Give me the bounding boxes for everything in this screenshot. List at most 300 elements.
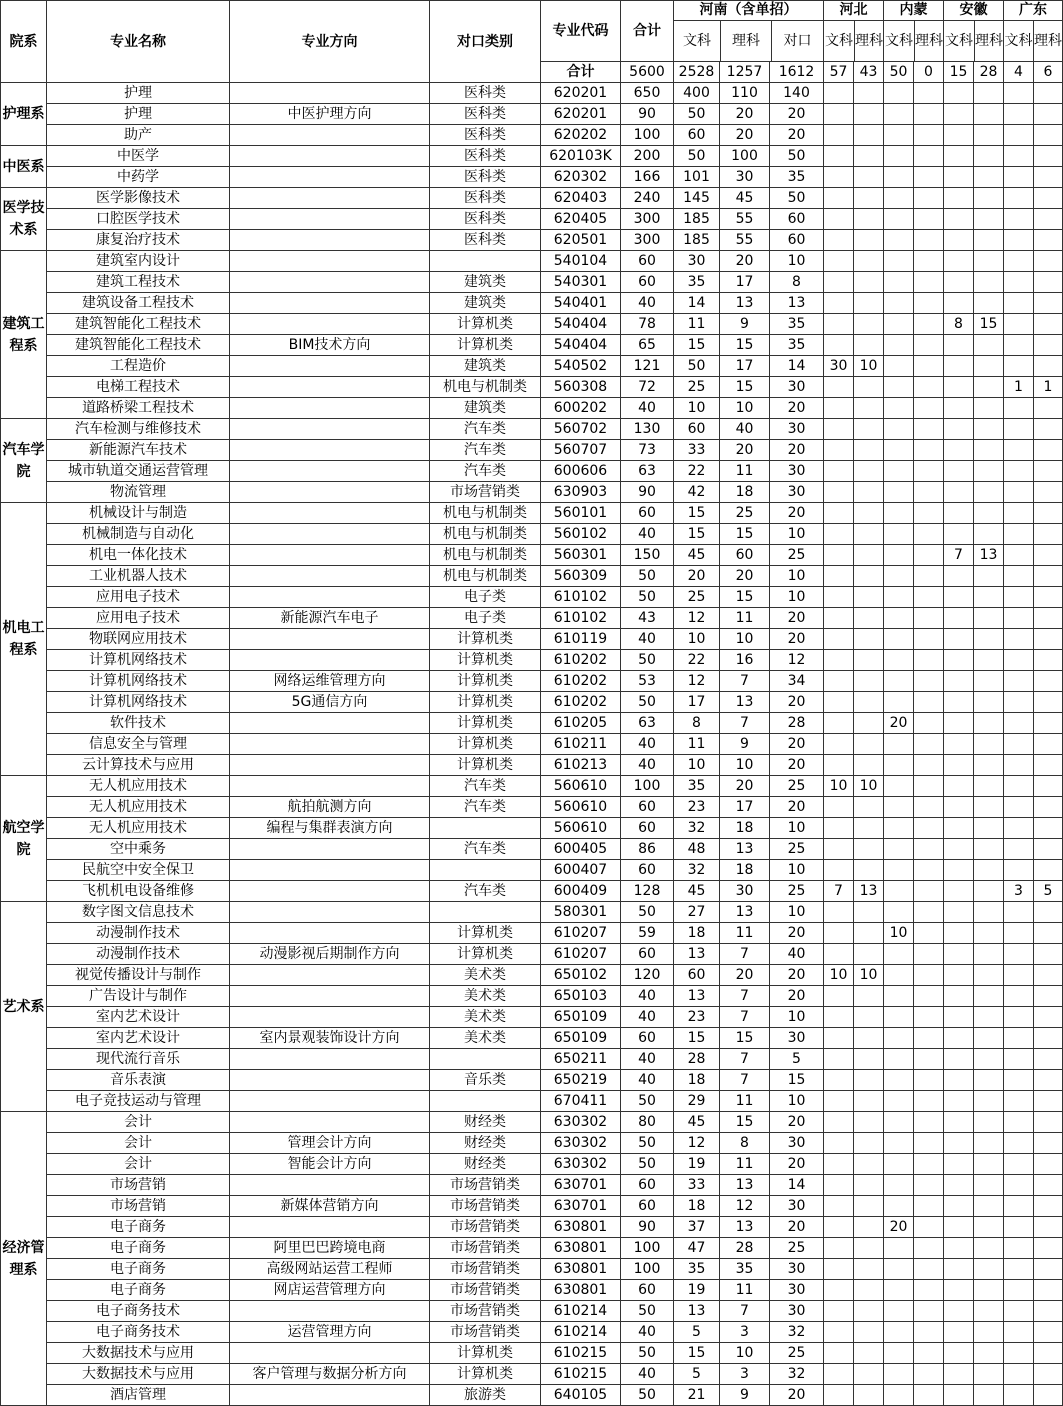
- value-cell: [854, 146, 884, 167]
- value-cell: 11: [674, 734, 720, 755]
- direction-cell: [230, 188, 430, 209]
- value-cell: 1: [1004, 377, 1034, 398]
- value-cell: 47: [674, 1238, 720, 1259]
- major-cell: 现代流行音乐: [47, 1049, 230, 1070]
- category-cell: 医科类: [430, 83, 541, 104]
- direction-cell: 阿里巴巴跨境电商: [230, 1238, 430, 1259]
- major-cell: 汽车检测与维修技术: [47, 419, 230, 440]
- value-cell: 11: [720, 461, 770, 482]
- major-cell: 民航空中安全保卫: [47, 860, 230, 881]
- value-cell: [1004, 167, 1034, 188]
- value-cell: 14: [770, 356, 824, 377]
- value-cell: 10: [770, 587, 824, 608]
- code-cell: 630801: [541, 1280, 621, 1301]
- value-cell: [884, 146, 914, 167]
- value-cell: 50: [621, 566, 674, 587]
- code-cell: 560610: [541, 776, 621, 797]
- value-cell: 55: [720, 230, 770, 251]
- value-cell: 20: [770, 692, 824, 713]
- major-cell: 室内艺术设计: [47, 1007, 230, 1028]
- value-cell: 25: [770, 881, 824, 902]
- value-cell: 12: [674, 608, 720, 629]
- table-row: [1, 398, 1063, 419]
- value-cell: [974, 566, 1004, 587]
- table-row: [1, 146, 1063, 167]
- value-cell: [884, 650, 914, 671]
- direction-cell: [230, 419, 430, 440]
- value-cell: 10: [854, 965, 884, 986]
- value-cell: [974, 944, 1004, 965]
- sub-neimeng-wen: 文科: [884, 21, 915, 61]
- value-cell: 14: [674, 293, 720, 314]
- value-cell: 8: [770, 272, 824, 293]
- value-cell: [974, 398, 1004, 419]
- major-cell: 计算机网络技术: [47, 650, 230, 671]
- value-cell: [914, 1301, 944, 1322]
- value-cell: 40: [621, 734, 674, 755]
- value-cell: [974, 188, 1004, 209]
- dept-cell: 艺术系: [1, 902, 47, 1112]
- sub-hebei-li: 理科: [855, 33, 884, 49]
- table-row: [1, 314, 1063, 335]
- value-cell: [974, 524, 1004, 545]
- value-cell: 40: [621, 1322, 674, 1343]
- direction-cell: [230, 1217, 430, 1238]
- category-cell: 机电与机制类: [430, 524, 541, 545]
- value-cell: 240: [621, 188, 674, 209]
- value-cell: [974, 1301, 1004, 1322]
- value-cell: [854, 1343, 884, 1364]
- value-cell: [944, 902, 974, 923]
- direction-cell: 编程与集群表演方向: [230, 818, 430, 839]
- value-cell: 128: [621, 881, 674, 902]
- value-cell: [1004, 902, 1034, 923]
- value-cell: 13: [674, 986, 720, 1007]
- value-cell: [1034, 482, 1063, 503]
- table-row: [1, 1259, 1063, 1280]
- value-cell: 121: [621, 356, 674, 377]
- value-cell: [1034, 1196, 1063, 1217]
- table-row: [1, 944, 1063, 965]
- value-cell: 30: [720, 167, 770, 188]
- value-cell: [1034, 440, 1063, 461]
- value-cell: [824, 83, 854, 104]
- value-cell: 17: [720, 797, 770, 818]
- value-cell: 60: [621, 251, 674, 272]
- value-cell: [854, 167, 884, 188]
- value-cell: [854, 1091, 884, 1112]
- value-cell: [854, 1364, 884, 1385]
- value-cell: 10: [720, 629, 770, 650]
- value-cell: [824, 902, 854, 923]
- value-cell: [884, 440, 914, 461]
- value-cell: [944, 125, 974, 146]
- category-cell: 市场营销类: [430, 1280, 541, 1301]
- code-cell: 670411: [541, 1091, 621, 1112]
- value-cell: [1034, 524, 1063, 545]
- code-cell: 610102: [541, 587, 621, 608]
- direction-cell: BIM技术方向: [230, 335, 430, 356]
- direction-cell: 动漫影视后期制作方向: [230, 944, 430, 965]
- code-cell: 560308: [541, 377, 621, 398]
- value-cell: [854, 671, 884, 692]
- value-cell: 10: [770, 251, 824, 272]
- value-cell: 13: [720, 1217, 770, 1238]
- value-cell: [944, 209, 974, 230]
- totals-cell: 0: [914, 62, 944, 83]
- table-row: [1, 839, 1063, 860]
- category-cell: 旅游类: [430, 1385, 541, 1406]
- value-cell: [974, 986, 1004, 1007]
- value-cell: 13: [720, 293, 770, 314]
- value-cell: [944, 293, 974, 314]
- value-cell: 5: [674, 1364, 720, 1385]
- value-cell: [884, 692, 914, 713]
- value-cell: [884, 356, 914, 377]
- value-cell: [944, 440, 974, 461]
- value-cell: 10: [674, 755, 720, 776]
- direction-cell: [230, 272, 430, 293]
- value-cell: [824, 713, 854, 734]
- value-cell: 25: [720, 503, 770, 524]
- dept-cell: 中医系: [1, 146, 47, 188]
- value-cell: 10: [674, 629, 720, 650]
- value-cell: 40: [621, 629, 674, 650]
- value-cell: 40: [621, 1070, 674, 1091]
- value-cell: [914, 524, 944, 545]
- value-cell: 10: [770, 1091, 824, 1112]
- major-cell: 电子商务技术: [47, 1322, 230, 1343]
- value-cell: 60: [621, 1196, 674, 1217]
- value-cell: [824, 251, 854, 272]
- value-cell: [884, 377, 914, 398]
- value-cell: 45: [674, 1112, 720, 1133]
- direction-cell: 室内景观装饰设计方向: [230, 1028, 430, 1049]
- value-cell: [854, 1175, 884, 1196]
- header-total: 合计: [621, 1, 674, 62]
- value-cell: [1034, 251, 1063, 272]
- value-cell: [1004, 944, 1034, 965]
- major-cell: 视觉传播设计与制作: [47, 965, 230, 986]
- direction-cell: [230, 398, 430, 419]
- value-cell: 10: [770, 1007, 824, 1028]
- major-cell: 室内艺术设计: [47, 1028, 230, 1049]
- value-cell: 30: [770, 1196, 824, 1217]
- value-cell: [974, 230, 1004, 251]
- value-cell: [914, 188, 944, 209]
- totals-cell: 50: [884, 62, 914, 83]
- category-cell: 计算机类: [430, 755, 541, 776]
- code-cell: 610102: [541, 608, 621, 629]
- table-row: [1, 1196, 1063, 1217]
- value-cell: 17: [674, 692, 720, 713]
- value-cell: [824, 734, 854, 755]
- value-cell: [1034, 755, 1063, 776]
- value-cell: 28: [720, 1238, 770, 1259]
- dept-cell: 经济管理系: [1, 1112, 47, 1406]
- value-cell: [944, 566, 974, 587]
- value-cell: [974, 146, 1004, 167]
- value-cell: [1004, 1322, 1034, 1343]
- value-cell: [884, 776, 914, 797]
- value-cell: 25: [770, 545, 824, 566]
- value-cell: [974, 1133, 1004, 1154]
- sub-anhui-li: 理科: [975, 33, 1004, 49]
- code-cell: 540404: [541, 314, 621, 335]
- value-cell: 10: [824, 776, 854, 797]
- header-major: 专业名称: [47, 1, 230, 83]
- value-cell: [1034, 629, 1063, 650]
- value-cell: [914, 1028, 944, 1049]
- value-cell: [974, 1175, 1004, 1196]
- value-cell: [944, 587, 974, 608]
- value-cell: [824, 944, 854, 965]
- value-cell: 150: [621, 545, 674, 566]
- value-cell: 20: [720, 440, 770, 461]
- category-cell: 市场营销类: [430, 1217, 541, 1238]
- value-cell: [824, 104, 854, 125]
- value-cell: [974, 671, 1004, 692]
- value-cell: [824, 1364, 854, 1385]
- value-cell: [854, 818, 884, 839]
- direction-cell: 新媒体营销方向: [230, 1196, 430, 1217]
- value-cell: [1004, 398, 1034, 419]
- value-cell: 34: [770, 671, 824, 692]
- value-cell: 7: [824, 881, 854, 902]
- value-cell: [914, 167, 944, 188]
- direction-cell: 网店运营管理方向: [230, 1280, 430, 1301]
- value-cell: 30: [770, 461, 824, 482]
- direction-cell: [230, 461, 430, 482]
- value-cell: [914, 944, 944, 965]
- value-cell: [1004, 923, 1034, 944]
- dept-cell: 机电工程系: [1, 503, 47, 776]
- major-cell: 电子竞技运动与管理: [47, 1091, 230, 1112]
- major-cell: 电子商务: [47, 1238, 230, 1259]
- value-cell: 15: [674, 503, 720, 524]
- category-cell: [430, 1091, 541, 1112]
- value-cell: [884, 902, 914, 923]
- direction-cell: 客户管理与数据分析方向: [230, 1364, 430, 1385]
- category-cell: 美术类: [430, 965, 541, 986]
- value-cell: [1004, 1175, 1034, 1196]
- table-row: [1, 797, 1063, 818]
- table-row: [1, 818, 1063, 839]
- category-cell: 电子类: [430, 587, 541, 608]
- value-cell: [854, 1070, 884, 1091]
- value-cell: 86: [621, 839, 674, 860]
- category-cell: [430, 860, 541, 881]
- value-cell: [1034, 965, 1063, 986]
- value-cell: 20: [674, 566, 720, 587]
- table-row: [1, 1343, 1063, 1364]
- value-cell: 5: [770, 1049, 824, 1070]
- value-cell: 20: [770, 125, 824, 146]
- code-cell: 650103: [541, 986, 621, 1007]
- category-cell: 建筑类: [430, 398, 541, 419]
- value-cell: [884, 419, 914, 440]
- major-cell: 城市轨道交通运营管理: [47, 461, 230, 482]
- value-cell: [884, 83, 914, 104]
- category-cell: 医科类: [430, 167, 541, 188]
- value-cell: 15: [974, 314, 1004, 335]
- code-cell: 630302: [541, 1133, 621, 1154]
- value-cell: [854, 1322, 884, 1343]
- value-cell: [944, 755, 974, 776]
- value-cell: [914, 314, 944, 335]
- value-cell: 30: [824, 356, 854, 377]
- value-cell: 30: [770, 482, 824, 503]
- value-cell: [1004, 1238, 1034, 1259]
- value-cell: [974, 965, 1004, 986]
- value-cell: [854, 440, 884, 461]
- value-cell: 200: [621, 146, 674, 167]
- value-cell: [914, 545, 944, 566]
- value-cell: [884, 1070, 914, 1091]
- value-cell: [974, 1007, 1004, 1028]
- value-cell: 25: [674, 587, 720, 608]
- value-cell: 8: [720, 1133, 770, 1154]
- value-cell: 23: [674, 1007, 720, 1028]
- major-cell: 工程造价: [47, 356, 230, 377]
- value-cell: [854, 1007, 884, 1028]
- value-cell: [824, 1343, 854, 1364]
- code-cell: 610205: [541, 713, 621, 734]
- code-cell: 630903: [541, 482, 621, 503]
- value-cell: [1034, 1385, 1063, 1406]
- direction-cell: [230, 524, 430, 545]
- category-cell: 机电与机制类: [430, 503, 541, 524]
- code-cell: 620201: [541, 104, 621, 125]
- value-cell: 20: [770, 923, 824, 944]
- value-cell: [884, 986, 914, 1007]
- category-cell: 财经类: [430, 1133, 541, 1154]
- value-cell: 100: [621, 125, 674, 146]
- value-cell: 20: [770, 629, 824, 650]
- value-cell: [884, 209, 914, 230]
- value-cell: 37: [674, 1217, 720, 1238]
- value-cell: [824, 1175, 854, 1196]
- totals-cell: 1257: [720, 62, 770, 83]
- value-cell: 59: [621, 923, 674, 944]
- value-cell: [974, 419, 1004, 440]
- header-direction: 专业方向: [230, 1, 430, 83]
- major-cell: 计算机网络技术: [47, 671, 230, 692]
- value-cell: [854, 1238, 884, 1259]
- table-row: [1, 503, 1063, 524]
- value-cell: [884, 671, 914, 692]
- major-cell: 音乐表演: [47, 1070, 230, 1091]
- value-cell: [914, 104, 944, 125]
- value-cell: [854, 230, 884, 251]
- value-cell: [1004, 461, 1034, 482]
- category-cell: 计算机类: [430, 335, 541, 356]
- value-cell: [974, 293, 1004, 314]
- code-cell: 650102: [541, 965, 621, 986]
- value-cell: [824, 167, 854, 188]
- value-cell: 33: [674, 440, 720, 461]
- major-cell: 护理: [47, 104, 230, 125]
- totals-cell: 1612: [770, 62, 824, 83]
- value-cell: [914, 713, 944, 734]
- code-cell: 650109: [541, 1007, 621, 1028]
- value-cell: [944, 482, 974, 503]
- table-row: [1, 986, 1063, 1007]
- value-cell: [944, 1343, 974, 1364]
- direction-cell: [230, 314, 430, 335]
- value-cell: 63: [621, 713, 674, 734]
- value-cell: [1034, 860, 1063, 881]
- value-cell: 78: [621, 314, 674, 335]
- value-cell: [944, 839, 974, 860]
- region-anhui-label: 安徽: [944, 1, 1003, 21]
- category-cell: 计算机类: [430, 314, 541, 335]
- value-cell: 17: [720, 272, 770, 293]
- direction-cell: 管理会计方向: [230, 1133, 430, 1154]
- value-cell: 13: [720, 902, 770, 923]
- value-cell: [914, 986, 944, 1007]
- value-cell: [854, 398, 884, 419]
- value-cell: [824, 1133, 854, 1154]
- major-cell: 动漫制作技术: [47, 944, 230, 965]
- value-cell: [824, 398, 854, 419]
- category-cell: 建筑类: [430, 356, 541, 377]
- value-cell: [944, 1154, 974, 1175]
- table-row: [1, 440, 1063, 461]
- value-cell: [914, 272, 944, 293]
- value-cell: 28: [770, 713, 824, 734]
- value-cell: 28: [674, 1049, 720, 1070]
- value-cell: [1034, 104, 1063, 125]
- value-cell: [854, 1217, 884, 1238]
- table-row: [1, 923, 1063, 944]
- value-cell: [854, 482, 884, 503]
- value-cell: 90: [621, 482, 674, 503]
- value-cell: 140: [770, 83, 824, 104]
- code-cell: 620405: [541, 209, 621, 230]
- value-cell: [854, 986, 884, 1007]
- value-cell: 60: [621, 944, 674, 965]
- value-cell: [884, 1301, 914, 1322]
- value-cell: 30: [770, 1301, 824, 1322]
- value-cell: 30: [720, 881, 770, 902]
- value-cell: 40: [621, 1049, 674, 1070]
- direction-cell: [230, 230, 430, 251]
- value-cell: [1004, 125, 1034, 146]
- value-cell: [944, 692, 974, 713]
- value-cell: [824, 482, 854, 503]
- value-cell: [1034, 734, 1063, 755]
- major-cell: 大数据技术与应用: [47, 1364, 230, 1385]
- direction-cell: [230, 902, 430, 923]
- value-cell: [854, 587, 884, 608]
- major-cell: 市场营销: [47, 1175, 230, 1196]
- value-cell: 13: [674, 944, 720, 965]
- category-cell: 汽车类: [430, 776, 541, 797]
- value-cell: [974, 1217, 1004, 1238]
- value-cell: [854, 797, 884, 818]
- value-cell: 15: [674, 524, 720, 545]
- value-cell: [824, 1154, 854, 1175]
- value-cell: [884, 1007, 914, 1028]
- value-cell: [1004, 608, 1034, 629]
- value-cell: [944, 965, 974, 986]
- value-cell: [944, 167, 974, 188]
- value-cell: [974, 1112, 1004, 1133]
- value-cell: [974, 1343, 1004, 1364]
- table-row: [1, 1112, 1063, 1133]
- region-neimeng-label: 内蒙: [884, 1, 943, 21]
